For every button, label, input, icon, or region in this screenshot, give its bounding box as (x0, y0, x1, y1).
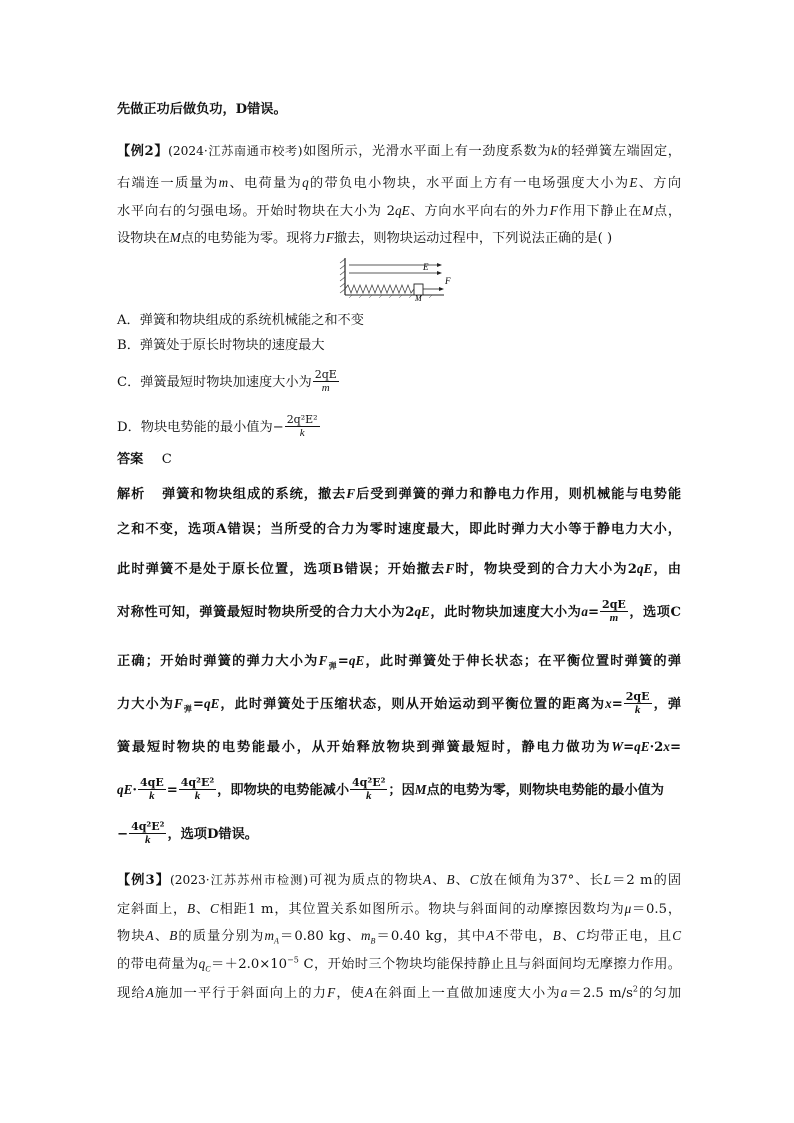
fraction: $\frac{2qE}{k}$ (625, 690, 650, 716)
example3-line5: 现给A施加一平行于斜面向上的力F，使A在斜面上一直做加速度大小为a＝2.5 $m/s^2$的匀加 (117, 984, 682, 1001)
analysis-line2: 之和不变，选项A错误；当所受的合力为零时速度最大，即此时弹力大小等于静电力大小， (117, 522, 681, 537)
analysis-line3: 此时弹簧不是处于原长位置，选项B错误；开始撤去F时，物块受到的合力大小为2qE，由 (117, 561, 681, 577)
example-tag: 【例3】 (117, 873, 170, 888)
example3-line3: 物块A、B的质量分别为$m_A=0.80$ kg、$m_B=0.40$ kg，其中A不带电，B、C均带正电，且C (117, 928, 682, 946)
fraction: $\frac{2qE}{m}$ (602, 598, 626, 624)
wall-hatch (340, 259, 345, 293)
spring-block-figure (339, 255, 459, 301)
example2-line4: 设物块在M点的电势能为零。现将力F撤去，则物块运动过程中，下列说法正确的是( ) (117, 230, 613, 246)
example3-line4: 的带电荷量为$q_C=+2.0\times 10^{-5}$ C，开始时三个物块均能保持静止且与斜面间均无摩擦力作用。 (117, 955, 681, 974)
analysis-line1: 解析 弹簧和物块组成的系统，撤去F后受到弹簧的弹力和静电力作用，则机械能与电势能 (117, 486, 682, 502)
fraction: $\frac{4qE}{k}$ (139, 776, 164, 802)
example3-line2: 定斜面上，B、C相距1 m，其位置关系如图所示。物块与斜面间的动摩擦因数均为μ＝0.5， (117, 901, 682, 917)
option-c: C．弹簧最短时物块加速度大小为 $\frac{2qE}{m}$ (117, 368, 337, 394)
field-label: E (423, 262, 429, 272)
fraction: $\frac{\text{2q²E²}}{k}$ (286, 413, 318, 439)
analysis-line6: 力大小为$F_弹=qE$，此时弹簧处于压缩状态，则从开始运动到平衡位置的距离为x= $\frac{2qE}{k}$ ，弹 (117, 690, 682, 716)
fraction: $\frac{\text{4q²E²}}{k}$ (180, 776, 215, 802)
analysis-line4: 对称性可知，弹簧最短时物块所受的合力大小为2qE，此时物块加速度大小为a= $\frac{2qE}{m}$ ，选项C (117, 598, 681, 624)
analysis-line7: 簧最短时物块的电势能最小，从开始释放物块到弹簧最短时，静电力做功为W=qE·2x= (117, 739, 681, 755)
example2-line2: 右端连一质量为m、电荷量为q的带负电小物块，水平面上方有一电场强度大小为E、方向 (117, 175, 682, 191)
option-b: B．弹簧处于原长时物块的速度最大 (117, 338, 325, 353)
analysis-line9: − $\frac{\text{4q²E²}}{k}$ ，选项D错误。 (117, 820, 258, 846)
field-arrow-1 (437, 263, 442, 267)
fraction: $\frac{2qE}{m}$ (314, 368, 337, 394)
example-tag: 【例2】 (117, 144, 169, 159)
answer-line: 答案 C (117, 452, 172, 467)
option-a: A．弹簧和物块组成的系统机械能之和不变 (117, 313, 364, 328)
example3-line1: 【例3】(2023·江苏苏州市检测)可视为质点的物块A、B、C放在倾角为37°、长L＝2 m的固 (117, 872, 682, 888)
prev-answer-tail: 先做正功后做负功，D错误。 (117, 102, 287, 117)
example2-line3: 水平向右的匀强电场。开始时物块在大小为 2qE、方向水平向右的外力F作用下静止在M点， (117, 203, 682, 219)
force-label: F (445, 276, 451, 286)
example2-line1: 【例2】(2024·江苏南通市校考)如图所示，光滑水平面上有一劲度系数为k的轻弹簧左端固定， (117, 143, 681, 159)
fraction: $\frac{\text{4q²E²}}{k}$ (352, 776, 386, 802)
field-arrow-2 (437, 271, 442, 275)
spring (345, 285, 414, 293)
analysis-line5: 正确；开始时弹簧的弹力大小为$F_弹=qE$，此时弹簧处于伸长状态；在平衡位置时弹簧的弹 (117, 653, 682, 671)
point-label: M (415, 294, 422, 301)
analysis-line8: qE· $\frac{4qE}{k}$ = $\frac{\text{4q²E²}}{k}$ ，即物块的电势能减小 $\frac{\text{4q²E²}}{k}$ ；因M点的电势为零，则物块电势能的最小值为 (117, 776, 664, 802)
option-d: D．物块电势能的最小值为− $\frac{\text{2q²E²}}{k}$ (117, 413, 318, 439)
fraction: $\frac{\text{4q²E²}}{k}$ (131, 820, 165, 846)
force-arrow (439, 287, 444, 291)
